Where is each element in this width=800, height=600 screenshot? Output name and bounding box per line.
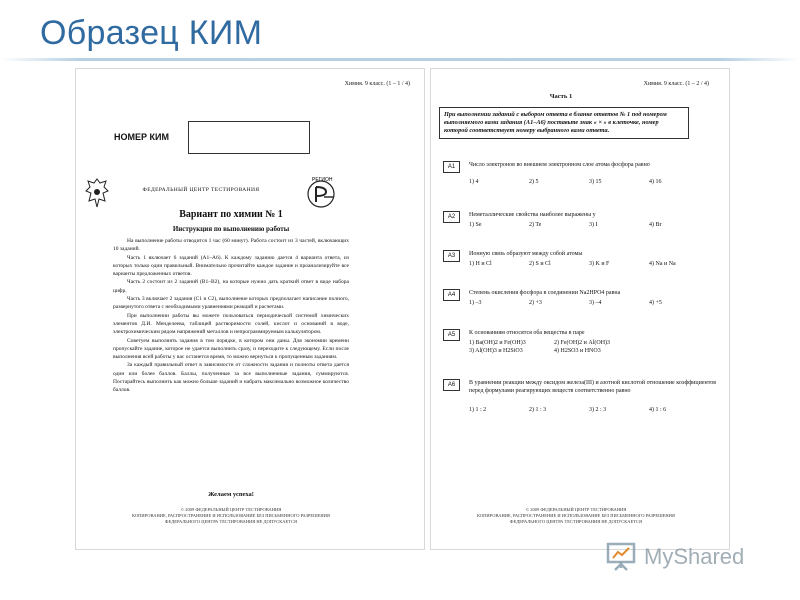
answer-option: 3) 2 : 3 — [589, 407, 607, 413]
footer-line: ФЕДЕРАЛЬНОГО ЦЕНТРА ТЕСТИРОВАНИЯ НЕ ДОПУСКАЕТСЯ — [164, 519, 298, 524]
question-text: В уравнении реакции между оксидом железа(III) и азотной кислотой отношение коэффициентов перед формулами реагирующих веществ соответственно равно — [469, 380, 717, 394]
answer-option: 4) Br — [649, 222, 662, 228]
question-options — [469, 339, 730, 355]
question-options — [469, 221, 730, 229]
answer-option: 1) 4 — [469, 179, 479, 185]
organization-name: ФЕДЕРАЛЬНЫЙ ЦЕНТР ТЕСТИРОВАНИЯ — [142, 187, 260, 193]
myshared-watermark — [604, 538, 774, 574]
answer-option: 2) +3 — [529, 300, 542, 306]
question-options — [469, 260, 730, 268]
region-logo-icon — [302, 175, 340, 209]
answer-option: 4) 16 — [649, 179, 662, 185]
answer-option: 1) 1 : 2 — [469, 407, 487, 413]
question-text: Неметаллические свойства наиболее выражены у — [469, 212, 596, 218]
answer-option: 2) Te — [529, 222, 542, 228]
answer-option: 3) I — [589, 222, 598, 228]
footer-line: © 2009 ФЕДЕРАЛЬНЫЙ ЦЕНТР ТЕСТИРОВАНИЯ — [180, 507, 282, 512]
kim-number-label: НОМЕР КИМ — [114, 132, 169, 142]
page-header: Химия. 9 класс. (1 – 1 / 4) — [344, 81, 410, 87]
answer-option: 4) +5 — [649, 300, 662, 306]
answer-option: 2) S и Cl — [529, 261, 551, 267]
instructions-body — [113, 237, 349, 395]
instruction-paragraph: На выполнение работы отводится 1 час (60 минут). Работа состоит из 3 частей, включающих 10 заданий. — [113, 238, 349, 253]
answer-option: 3) K и F — [589, 261, 610, 267]
instructions-title: Инструкция по выполнению работы — [172, 225, 290, 233]
question-id: А2 — [443, 211, 460, 223]
footer-line: © 2009 ФЕДЕРАЛЬНЫЙ ЦЕНТР ТЕСТИРОВАНИЯ — [525, 507, 627, 512]
answer-option: 2) Fe(OH)2 и Al(OH)3 — [554, 340, 611, 346]
question-options — [469, 178, 730, 186]
question-id: А6 — [443, 379, 460, 391]
answer-option: 2) 1 : 3 — [529, 407, 547, 413]
answer-option: 4) Na и Na — [649, 261, 676, 267]
question-text: К основаниям относятся оба вещества в паре — [469, 330, 585, 336]
question-id: А1 — [443, 161, 460, 173]
footer-line: КОПИРОВАНИЕ, РАСПРОСТРАНЕНИЕ И ИСПОЛЬЗОВАНИЕ БЕЗ ПИСЬМЕННОГО РАЗРЕШЕНИЯ — [477, 513, 675, 518]
answer-notice: При выполнении заданий с выбором ответа в бланке ответов № 1 под номером выполняемого вами задания (А1–А6) поставьте знак « × » в клеточке, номер которой соответствует номеру выбранного вами ответа. — [439, 107, 689, 139]
answer-option: 4) H2SO3 и HNO3 — [554, 348, 601, 354]
instruction-paragraph: Часть 3 включает 2 задания (С1 и С2), выполнение которых предполагает написание полного, развернутого ответа с необходимыми уравнениями реакций и расчетами. — [113, 296, 349, 311]
instruction-paragraph: Часть 1 включает 6 заданий (А1–А6). К каждому заданию дается 4 варианта ответа, из которых только один правильный. Внимательно прочитайте каждое задание и проанализируйте все варианты предложенных ответов. — [113, 254, 349, 278]
instruction-paragraph: При выполнении работы вы можете пользоваться периодической системой химических элементов Д.И. Менделеева, таблицей растворимости солей, кислот и оснований в воде, электрохимическим рядом напряжений металлов и непрограммируемым калькулятором. — [113, 312, 349, 336]
question-text: Ионную связь образуют между собой атомы — [469, 251, 583, 257]
instruction-paragraph: Часть 2 состоит из 2 заданий (В1–В2), на которые нужно дать краткий ответ в виде набора цифр. — [113, 279, 349, 294]
variant-title: Вариант по химии № 1 — [179, 209, 283, 220]
question-id: А4 — [443, 289, 460, 301]
slide-title: Образец КИМ — [40, 14, 263, 52]
watermark-text: MyShared — [644, 544, 745, 569]
document-page-left — [75, 68, 425, 550]
good-luck-text: Желаем успеха! — [208, 491, 254, 498]
part-title: Часть 1 — [549, 93, 573, 100]
question-id: А3 — [443, 250, 460, 262]
kim-number-box — [188, 121, 310, 154]
page-header: Химия. 9 класс. (1 – 2 / 4) — [643, 81, 709, 87]
answer-option: 3) –4 — [589, 300, 602, 306]
question-id: А5 — [443, 329, 460, 341]
answer-option: 3) 15 — [589, 179, 602, 185]
logo-text: РЕГИОН — [312, 177, 333, 183]
coat-of-arms-icon — [84, 177, 110, 209]
page-footer — [106, 507, 356, 525]
question-options — [469, 406, 730, 414]
question-options — [469, 299, 730, 307]
title-divider — [0, 58, 800, 61]
answer-option: 1) –3 — [469, 300, 482, 306]
answer-option: 4) 1 : 6 — [649, 407, 667, 413]
page-footer — [451, 507, 701, 525]
question-text: Степень окисления фосфора в соединении Na2HPO4 равна — [469, 290, 621, 296]
presentation-board-icon — [604, 538, 638, 572]
instruction-paragraph: Советуем выполнять задания в том порядке, в котором они даны. Для экономии времени пропускайте задание, которое не удается выполнить сразу, и переходите к следующему. Если после выполнения всей работы у вас останется время, то можно вернуться к пропущенным заданиям. — [113, 337, 349, 361]
answer-option: 3) Al(OH)3 и H2SiO3 — [469, 348, 523, 354]
document-page-right — [430, 68, 730, 550]
instruction-paragraph: За каждый правильный ответ в зависимости от сложности задания и полноты ответа дается один или более баллов. Баллы, полученные за все выполненные задания, суммируются. Постарайтесь выполнить как можно больше заданий и набрать максимально возможное количество баллов. — [113, 362, 349, 394]
answer-option: 1) Se — [469, 222, 482, 228]
footer-line: ФЕДЕРАЛЬНОГО ЦЕНТРА ТЕСТИРОВАНИЯ НЕ ДОПУСКАЕТСЯ — [509, 519, 643, 524]
footer-line: КОПИРОВАНИЕ, РАСПРОСТРАНЕНИЕ И ИСПОЛЬЗОВАНИЕ БЕЗ ПИСЬМЕННОГО РАЗРЕШЕНИЯ — [132, 513, 330, 518]
question-text: Число электронов во внешнем электронном слое атома фосфора равно — [469, 162, 650, 168]
answer-option: 1) Ba(OH)2 и Fe(OH)3 — [469, 340, 526, 346]
answer-option: 2) 5 — [529, 179, 539, 185]
answer-option: 1) H и Cl — [469, 261, 492, 267]
